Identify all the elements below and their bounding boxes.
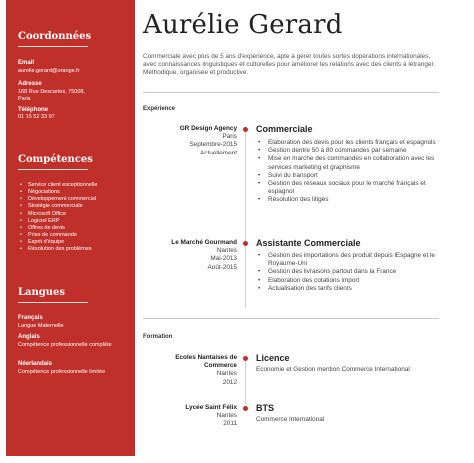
header-divider: [143, 92, 439, 93]
candidate-name: Aurélie Gerard: [143, 10, 343, 40]
skill-item: • Logiciel ERP: [28, 218, 97, 225]
skill-item: • Résolution des problèmes: [28, 246, 97, 253]
language-level: Compétence professionnelle limitée: [18, 369, 106, 375]
skill-item: • Prise de commande: [28, 232, 97, 239]
skill-item: • Négociations: [28, 189, 97, 196]
skills-divider: [18, 169, 88, 170]
job-duties-list: [256, 139, 450, 205]
contact-section-title: Coordonnées: [18, 31, 92, 42]
phone-value: 01 15 52 33 97: [18, 114, 55, 120]
education-meta: [127, 354, 237, 387]
language-name: Français: [18, 315, 43, 321]
job-duty: • Elaboration des cotations import: [268, 277, 450, 285]
timeline-dot: [243, 241, 248, 246]
job-duty: • Mise en marche des commandes en collaboration avec les services marketing et graphisme: [268, 155, 450, 171]
education-timeline: [245, 356, 246, 404]
skill-item: • Développement commercial: [28, 196, 97, 203]
address-line-1: 168 Rue Descartes, 75008,: [18, 89, 85, 95]
section-divider: [143, 318, 439, 319]
end-date: Août-2015: [207, 263, 237, 271]
employer-name: Le Marché Gourmand: [171, 239, 237, 246]
skill-item: • Esprit d'équipe: [28, 239, 97, 246]
degree-title: Licence: [256, 353, 290, 363]
skill-item: • Microsoft Office: [28, 211, 97, 218]
skills-list: [18, 182, 97, 254]
address-line-2: Paris: [18, 96, 31, 102]
job-duty: • Résolution des litiges: [268, 196, 450, 204]
skill-item: • Stratégie commerciale: [28, 203, 97, 210]
timeline-dot: [243, 356, 248, 361]
degree-description: Commerce International: [256, 416, 325, 423]
job-duty: • Elaboration des devis pour les clients français et espagnols: [268, 139, 450, 147]
language-level: Compétence professionnelle complète: [18, 342, 112, 348]
job-duties-list: [256, 252, 450, 293]
graduation-year: 2011: [223, 420, 237, 428]
job-duty: • Gestion des importations des produit depuis lEspagne et le Royaume-Uni: [268, 252, 450, 268]
school-name: Ecoles Nantaises de: [175, 354, 237, 361]
language-name: Anglais: [18, 334, 40, 340]
experience-section-title: Expérience: [143, 106, 176, 112]
experience-timeline: [245, 128, 246, 308]
email-label: Email: [18, 60, 35, 66]
education-meta: [127, 404, 237, 429]
experience-meta: [127, 125, 237, 154]
school-name: Lycée Saint Félix: [185, 404, 237, 411]
job-title: Commerciale: [256, 124, 313, 134]
address-label: Adresse: [18, 81, 42, 87]
experience-meta: [127, 239, 237, 272]
school-city: Nantes: [216, 412, 237, 420]
graduation-year: 2012: [222, 378, 237, 386]
phone-label: Téléphone: [18, 107, 49, 113]
timeline-dot: [243, 406, 248, 411]
skills-section-title: Compétences: [18, 154, 93, 165]
school-name-cont: Commerce: [203, 362, 237, 370]
job-duty: • Gestion des réseaux sociaux pour le marché français et espagnol: [268, 180, 450, 196]
job-title: Assistante Commerciale: [256, 238, 361, 248]
languages-divider: [18, 302, 88, 303]
degree-description: Economie et Gestion mention Commerce International: [256, 366, 410, 373]
education-section-title: Formation: [143, 334, 173, 340]
skill-item: • Offres de devis: [28, 225, 97, 232]
language-name: Néerlandais: [18, 361, 53, 367]
email-value: aurelie.gerard@orange.fr: [18, 68, 80, 74]
start-date: Septembre-2015: [189, 141, 237, 149]
job-duty: • Actualisation des tarifs clients: [268, 285, 450, 293]
job-duty: • Suivi du transport: [268, 172, 450, 180]
languages-section-title: Langues: [18, 287, 66, 298]
employer-name: GR Design Agency: [179, 125, 237, 132]
job-duty: • Gestion des livraisons partout dans la France: [268, 268, 450, 276]
timeline-dot: [243, 127, 248, 132]
language-level: Langue Maternelle: [18, 323, 64, 329]
degree-title: BTS: [256, 403, 274, 413]
start-date: Mai-2013: [210, 255, 237, 263]
profile-summary: Commerciale avec plus de 5 ans d'expérience, apte à gérer toutes sortes dopérations internationales, avec connaissances linguistiques et culturelles pour améliorer les relations avec des clients à létranger. Méthodique, organisée et productive.: [143, 53, 435, 77]
end-date: Actuellement: [200, 149, 237, 154]
employer-city: Nantes: [216, 247, 237, 255]
school-city: Nantes: [216, 370, 237, 378]
job-duty: • Gestion dentre 50 à 80 commandes par semaine: [268, 147, 450, 155]
employer-city: Paris: [222, 133, 237, 141]
sidebar: [6, 0, 135, 456]
skill-item: • Service client exceptionnelle: [28, 182, 97, 189]
contact-divider: [18, 46, 88, 47]
